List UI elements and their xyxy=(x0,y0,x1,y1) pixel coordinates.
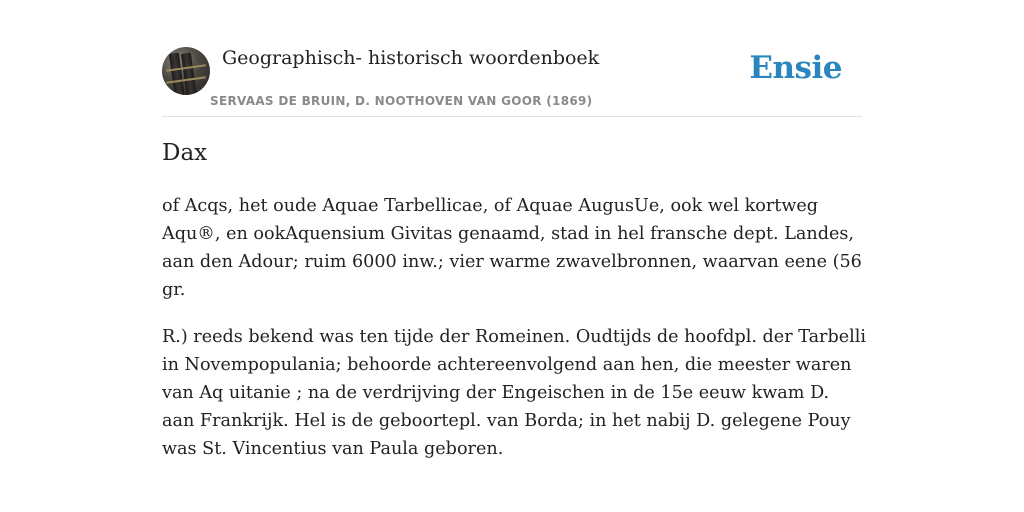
book-title-link[interactable]: Geographisch- historisch woordenboek xyxy=(222,47,600,69)
entry-title: Dax xyxy=(162,140,208,166)
entry-paragraph: R.) reeds bekend was ten tijde der Romeinen. Oudtijds de hoofdpl. der Tarbelli in Novempopulania; behoorde achtereenvolgend aan hen, die meester waren van Aq uitanie ; na de verdrijving der Engeischen in de 15e eeuw kwam D. aan Frankrijk. Hel is de geboortepl. van Borda; in het nabij D. gelegene Pouy was St. Vincentius van Paula geboren. xyxy=(162,327,867,459)
entry-paragraph: of Acqs, het oude Aquae Tarbellicae, of Aquae AugusUe, ook wel kortweg Aqu®, en ookAquensium Givitas genaamd, stad in hel fransche dept. Landes, aan den Adour; ruim 6000 inw.; vier warme zwavelbronnen, waarvan eene (56 gr. xyxy=(162,196,862,300)
ensie-logo-link[interactable]: Ensie xyxy=(749,50,842,86)
header xyxy=(162,46,862,117)
book-author-line: SERVAAS DE BRUIN, D. NOOTHOVEN VAN GOOR (1869) xyxy=(210,94,593,108)
book-cover-avatar[interactable] xyxy=(162,47,210,95)
entry-body xyxy=(162,192,867,482)
